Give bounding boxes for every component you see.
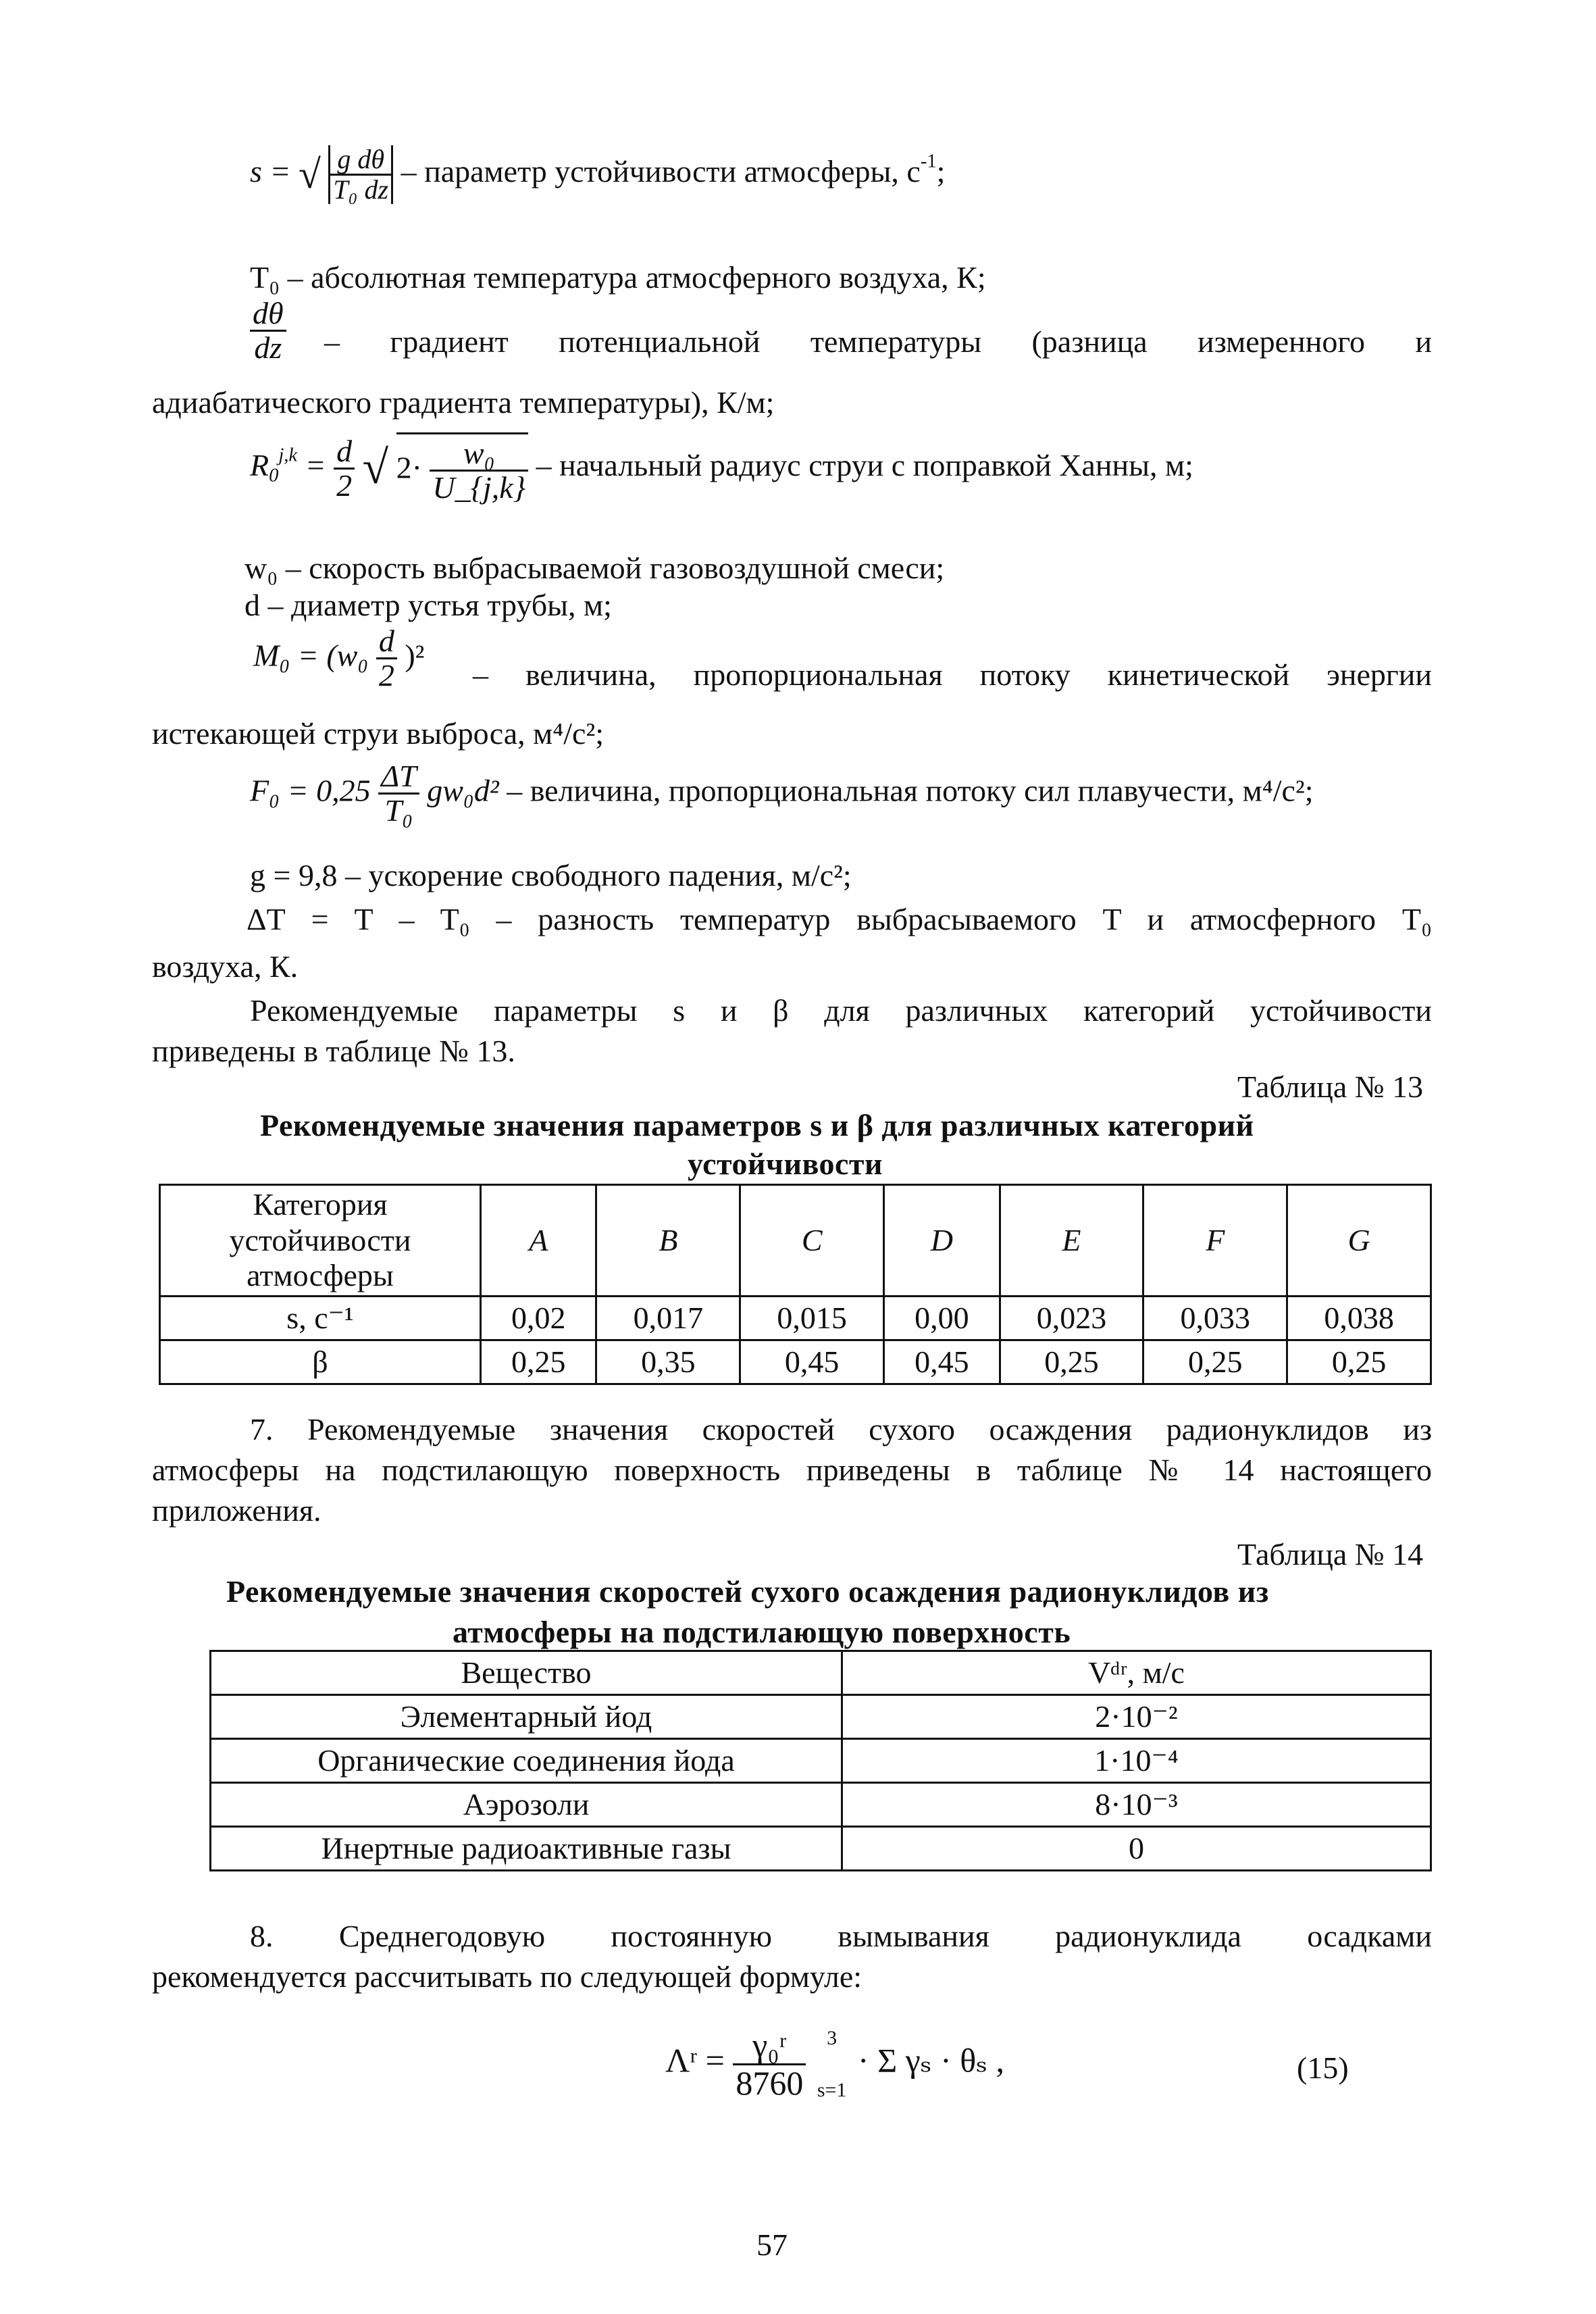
table13-title1: Рекомендуемые значения параметров s и β для различных категорий [260, 1108, 1254, 1142]
formula-15 [665, 2027, 1004, 2101]
r0-desc: – начальный радиус струи с поправкой Ханны, м; [536, 447, 1193, 482]
table13-cat: A [481, 1185, 596, 1297]
table13-title2: устойчивости [688, 1147, 883, 1181]
table-cell: 0,02 [481, 1297, 596, 1340]
f15-fraction [733, 2028, 806, 2101]
def-w0: w₀ – скорость выбрасываемой газовоздушной смеси; [244, 551, 945, 585]
def-d: d – диаметр устья трубы, м; [244, 588, 612, 622]
table14-title1: Рекомендуемые значения скоростей сухого осаждения радионуклидов из [226, 1574, 1269, 1609]
def-dtheta [250, 297, 286, 365]
table-cell: 0,25 [1143, 1340, 1287, 1384]
table14-label: Таблица № 14 [1237, 1537, 1424, 1571]
f15-rhs: · Σ γₛ · θₛ , [857, 2041, 1005, 2080]
table-row [211, 1827, 1431, 1871]
formula-s-num: g dθ [330, 145, 391, 176]
m0-line2: истекающей струи выброса, м⁴/с²; [152, 716, 604, 751]
m0-lhs: M₀ = (w₀ [253, 638, 369, 673]
table14-name: Инертные радиоактивные газы [211, 1827, 842, 1871]
table-cell: 0,45 [884, 1340, 1000, 1384]
table13-cat: F [1143, 1185, 1287, 1297]
f15-num: γ₀ʳ [733, 2028, 806, 2065]
def-dt-line2: воздуха, К. [152, 949, 299, 984]
sqrt-sign-r0: √ [362, 442, 389, 495]
r0-d-den: 2 [336, 468, 353, 503]
page-number: 57 [756, 2228, 788, 2262]
def-g: g = 9,8 – ускорение свободного падения, м/с²; [250, 858, 852, 892]
r0-rad-factor: 2· [396, 450, 422, 485]
table14-col1: Вещество [211, 1651, 842, 1695]
table13-cat: C [740, 1185, 884, 1297]
table-cell: 0,25 [1287, 1340, 1431, 1384]
formula-15-number: (15) [1297, 2051, 1349, 2085]
f15-den: 8760 [736, 2063, 804, 2102]
table-row [211, 1695, 1431, 1739]
sqrt-sign: √ [298, 152, 321, 197]
f0-den: T₀ [384, 793, 413, 828]
table-row [160, 1297, 1431, 1340]
f0-fraction [378, 760, 419, 828]
para-rec-line1: Рекомендуемые параметры s и β для различных категорий устойчивости [250, 993, 1432, 1028]
table14-value: 1·10⁻⁴ [842, 1739, 1431, 1783]
table-cell: 0,25 [481, 1340, 596, 1384]
table-cell: 0,038 [1287, 1297, 1431, 1340]
para8-line1: 8. Среднегодовую постоянную вымывания радионуклида осадками [250, 1919, 1432, 1953]
f15-sum-limits [815, 2027, 850, 2101]
table13-cat: E [1000, 1185, 1143, 1297]
def-dtheta-line2: адиабатического градиента температуры), К/м; [152, 385, 775, 420]
table-cell: 0,015 [740, 1297, 884, 1340]
table14-value: 8·10⁻³ [842, 1783, 1431, 1827]
table13-row-label: s, с⁻¹ [160, 1297, 481, 1340]
m0-den: 2 [378, 658, 394, 693]
r0-radicand [396, 432, 529, 505]
f0-rhs: gw₀d² [427, 773, 499, 808]
table-row [211, 1739, 1431, 1783]
table-row [211, 1783, 1431, 1827]
table13-label: Таблица № 13 [1237, 1070, 1424, 1104]
r0-w-num: w₀ [430, 437, 528, 472]
r0-lhs: $R_0^{j,k}$ = [250, 445, 326, 486]
table14-col2: Vᵈʳ, м/с [842, 1651, 1431, 1695]
r0-d-num: d [334, 435, 355, 470]
formula-s-desc: – параметр устойчивости атмосферы, с [401, 154, 921, 189]
table13 [159, 1184, 1432, 1385]
table-cell: 0,00 [884, 1297, 1000, 1340]
f15-sum-top: 3 [827, 2027, 838, 2049]
formula-s: s = √ $\frac{\text{g dθ}}{\text{T₀ dz}}$ – параметр устойчивости атмосферы, $с^{-1}$; [250, 144, 946, 205]
table-cell: 0,033 [1143, 1297, 1287, 1340]
m0-num: d [376, 625, 397, 659]
table14-value: 0 [842, 1827, 1431, 1871]
formula-r0 [250, 432, 1193, 505]
table14-header-row [211, 1651, 1431, 1695]
m0-rhs: )² [405, 638, 425, 673]
table-cell: 0,25 [1000, 1340, 1143, 1384]
table14-name: Аэрозоли [211, 1783, 842, 1827]
def-dtheta-line1: – градиент потенциальной температуры (разница измеренного и [324, 324, 1432, 359]
r0-d-fraction [334, 435, 355, 503]
f0-desc: – величина, пропорциональная потоку сил плавучести, м⁴/с²; [507, 773, 1314, 808]
dtheta-den: dz [254, 330, 282, 366]
formula-s-lhs: s = [250, 154, 291, 189]
table14-name: Органические соединения йода [211, 1739, 842, 1783]
table14 [209, 1650, 1432, 1871]
table-row [160, 1340, 1431, 1384]
para7-line3: приложения. [152, 1493, 321, 1528]
def-dt-line1: ΔT = T – T₀ – разность температур выбрасываемого T и атмосферного T₀ [247, 902, 1432, 936]
table-cell: 0,35 [596, 1340, 740, 1384]
m0-line1: – величина, пропорциональная потоку кинетической энергии [473, 657, 1432, 692]
r0-w-fraction [430, 437, 528, 505]
table14-title2: атмосферы на подстилающую поверхность [453, 1615, 1071, 1649]
table14-value: 2·10⁻² [842, 1695, 1431, 1739]
f15-sum-bottom: s=1 [817, 2079, 847, 2101]
m0-fraction [376, 625, 397, 693]
formula-s-fraction [328, 145, 393, 204]
dtheta-fraction [250, 297, 286, 365]
para8-line2: рекомендуется рассчитывать по следующей формуле: [152, 1959, 863, 1994]
table-cell: 0,017 [596, 1297, 740, 1340]
table-cell: 0,023 [1000, 1297, 1143, 1340]
table13-header-first: Категория устойчивости атмосферы [160, 1185, 481, 1297]
para7-line2: атмосферы на подстилающую поверхность приведены в таблице № 14 настоящего [152, 1453, 1432, 1487]
table-cell: 0,45 [740, 1340, 884, 1384]
table14-name: Элементарный йод [211, 1695, 842, 1739]
para7-line1: 7. Рекомендуемые значения скоростей сухого осаждения радионуклидов из [250, 1412, 1432, 1447]
f15-lhs: Λʳ = [665, 2041, 725, 2080]
formula-s-den: T₀ dz [333, 174, 389, 205]
f0-lhs: F₀ = 0,25 [250, 773, 371, 808]
formula-m0 [253, 625, 424, 693]
table13-row-label: β [160, 1340, 481, 1384]
f0-num: ΔT [378, 760, 419, 795]
para-rec-line2: приведены в таблице № 13. [152, 1034, 515, 1068]
formula-f0 [250, 760, 1314, 828]
table13-cat: D [884, 1185, 1000, 1297]
r0-w-den: U_{j,k} [432, 470, 526, 505]
def-t0: T₀ – абсолютная температура атмосферного воздуха, К; [250, 260, 986, 295]
table13-cat: G [1287, 1185, 1431, 1297]
table13-cat: B [596, 1185, 740, 1297]
table13-header-row [160, 1185, 1431, 1297]
dtheta-num: dθ [250, 297, 286, 332]
